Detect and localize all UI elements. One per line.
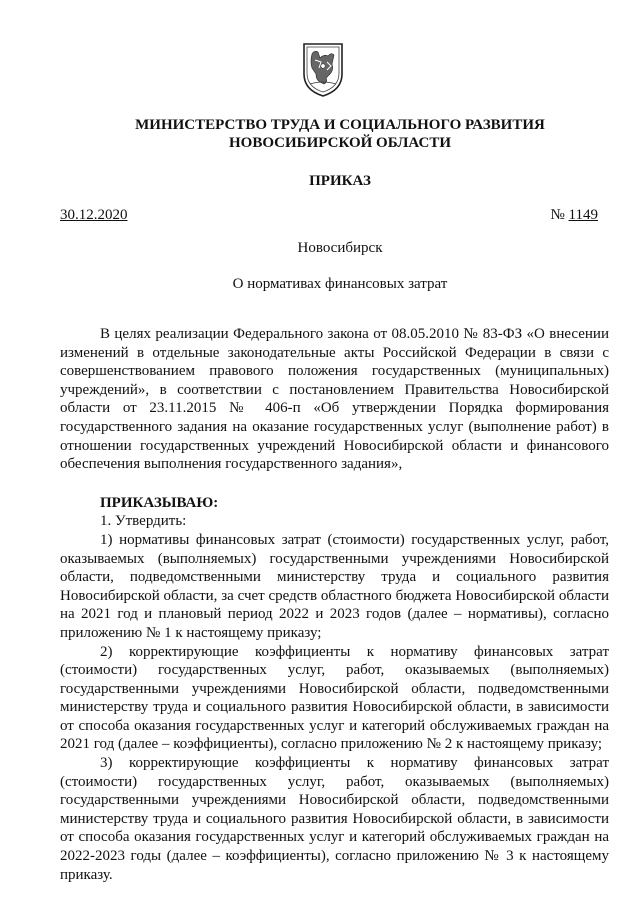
coat-of-arms-emblem [298, 40, 348, 98]
number-value: 1149 [568, 207, 598, 223]
order-date: 30.12.2020 [60, 207, 128, 223]
order-subject: О нормативах финансовых затрат [232, 276, 448, 292]
item-1: 1. Утвердить: [100, 513, 187, 530]
order-number [550, 207, 598, 224]
preamble-paragraph: В целях реализации Федерального закона от 08.05.2010 № 83-ФЗ «О внесении изменений в отдельные законодательные акты Российской Федерации в связи с совершенствованием правового положения государственных (муниципальных) учреждений», в соответствии с постановлением Правительства Новосибирской области от 23.11.2015 № 406-п «Об утверждении Порядка формирования государственного задания на оказание государственных услуг (выполнение работ) в отношении государственных учреждений Новосибирской области и финансового обеспечения выполнения государственного задания», [60, 326, 609, 473]
number-prefix: № [550, 207, 565, 223]
sub-item-1: 1) нормативы финансовых затрат (стоимости) государственных услуг, работ, оказываемых (выполняемых) государственными учреждениями Новосибирской области, подведомственными министерству труда и социального развития Новосибирской области, за счет средств областного бюджета Новосибирской области на 2021 год и плановый период 2022 и 2023 годов (далее – нормативы), согласно приложению № 1 к настоящему приказу; [60, 531, 609, 641]
city-name: Новосибирск [297, 240, 383, 256]
ministry-line-1: МИНИСТЕРСТВО ТРУДА И СОЦИАЛЬНОГО РАЗВИТИЯ [135, 117, 545, 133]
document-type: ПРИКАЗ [309, 173, 371, 189]
sub-item-2: 2) корректирующие коэффициенты к нормативу финансовых затрат (стоимости) государственных услуг, работ, оказываемых (выполняемых) государственными учреждениями Новосибирской области, подведомственными министерству труда и социального развития Новосибирской области, в зависимости от способа оказания государственных услуг и категорий обслуживаемых граждан на 2021 год (далее – коэффициенты), согласно приложению № 2 к настоящему приказу; [60, 643, 609, 753]
ministry-line-2: НОВОСИБИРСКОЙ ОБЛАСТИ [228, 135, 452, 151]
document-body [60, 325, 609, 884]
ministry-name [60, 116, 620, 152]
decree-heading: ПРИКАЗЫВАЮ: [100, 494, 219, 511]
sub-item-3: 3) корректирующие коэффициенты к нормативу финансовых затрат (стоимости) государственных услуг, работ, оказываемых (выполняемых) государственными учреждениями Новосибирской области, подведомственными министерству труда и социального развития Новосибирской области, в зависимости от способа оказания государственных услуг и категорий обслуживаемых граждан на 2022-2023 годы (далее – коэффициенты), согласно приложению № 3 к настоящему приказу. [60, 755, 609, 883]
